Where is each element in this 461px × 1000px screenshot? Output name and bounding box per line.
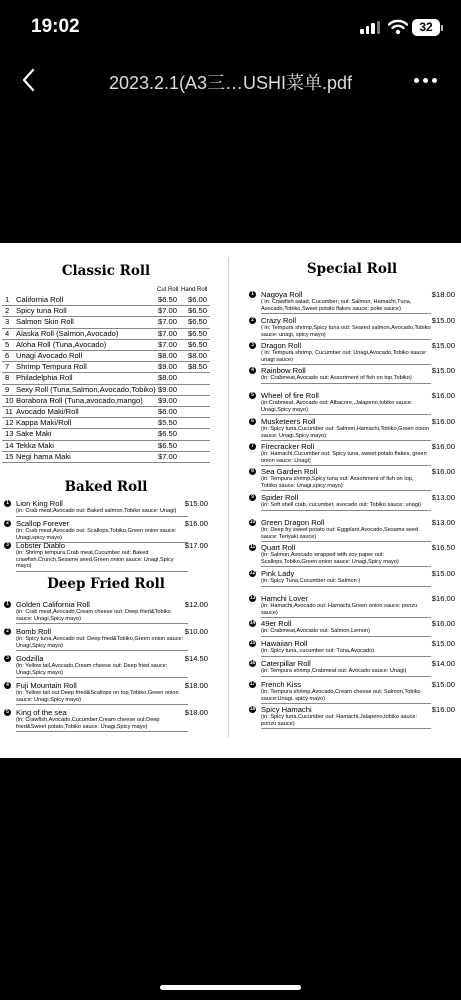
cut-roll-price: $9.00 bbox=[158, 395, 178, 405]
menu-row bbox=[2, 429, 210, 440]
cut-roll-price: $9.00 bbox=[158, 362, 178, 372]
item-description: (in: Crawfish,Avocado,Cucumber,Cream cheese out:Deep fried&Sweet potato,Tobiko sauce: Unagi,Spicy mayo) bbox=[16, 717, 188, 732]
item-number-badge: 4 bbox=[4, 682, 11, 689]
item-name: Sea Garden Roll bbox=[261, 467, 318, 476]
item-name: Spicy tuna Roll bbox=[16, 306, 67, 316]
menu-row bbox=[2, 407, 210, 418]
item-description: ( in: Tempura shrimp,Spicy tuna out: Seared salmon,Avocado,Tobiko sauce: unagi, spicy mayo) bbox=[261, 325, 431, 340]
item-price: $16.00 bbox=[431, 417, 455, 426]
menu-row bbox=[2, 329, 210, 340]
item-description: (in: Salmon,Avocado wrapped with soy paper out: Scallops,Tobiko,Green onion sauce: Unagi,Spicy mayo) bbox=[261, 552, 431, 567]
item-number-badge: 13 bbox=[249, 595, 256, 601]
item-description: (in: Hamachi,Avocado out: Hamachi,Green onion sauce: ponzu sauce) bbox=[261, 603, 431, 618]
item-name: Scallop Forever bbox=[16, 519, 70, 528]
menu-row bbox=[2, 317, 210, 328]
item-number: 7 bbox=[5, 362, 10, 372]
item-price: $15.00 bbox=[431, 341, 455, 350]
item-name: Shrimp Tempura Roll bbox=[16, 362, 87, 372]
item-name: Dragon Roll bbox=[261, 341, 302, 350]
pdf-page[interactable] bbox=[0, 243, 461, 758]
item-description: (in: Spicy tuna,Avocado out: Deep fried&Tobiko,Green onion sauce: Unagi,Spicy mayo) bbox=[16, 636, 188, 651]
item-name: Spider Roll bbox=[261, 493, 299, 502]
item-number: 15 bbox=[5, 451, 14, 461]
item-number: 5 bbox=[5, 339, 10, 349]
cut-roll-price: $6.50 bbox=[158, 295, 178, 304]
item-number-badge: 1 bbox=[4, 601, 11, 608]
item-number: 13 bbox=[5, 429, 14, 439]
item-number: 8 bbox=[5, 373, 10, 383]
battery-cap bbox=[441, 25, 443, 31]
item-number-badge: 10 bbox=[249, 519, 256, 525]
item-number-badge: 2 bbox=[249, 317, 256, 324]
battery-icon: 32 bbox=[412, 19, 440, 36]
item-price: $15.00 bbox=[431, 569, 455, 578]
item-name: 49er Roll bbox=[261, 619, 292, 628]
item-name: Spicy Hamachi bbox=[261, 705, 312, 714]
cut-roll-price: $6.50 bbox=[158, 440, 178, 450]
item-price: $12.00 bbox=[184, 600, 208, 609]
item-description: (in: Spicy tuna, cucumber out: Tuna,Avocado) bbox=[261, 648, 431, 657]
column-divider bbox=[228, 257, 229, 737]
item-name: French Kiss bbox=[261, 680, 302, 689]
item-name: Nagoya Roll bbox=[261, 290, 303, 299]
hand-roll-header: Hand Roll bbox=[181, 287, 208, 293]
item-number-badge: 11 bbox=[249, 544, 256, 550]
item-name: Aloha Roll (Tuna,Avocado) bbox=[16, 339, 107, 349]
item-number-badge: 14 bbox=[249, 620, 256, 626]
item-price: $13.00 bbox=[431, 518, 455, 527]
item-name: Fuji Mountain Roll bbox=[16, 681, 77, 690]
item-name: Pink Lady bbox=[261, 569, 295, 578]
item-number: 11 bbox=[5, 407, 13, 416]
item-number-badge: 2 bbox=[4, 628, 11, 635]
item-price: $17.00 bbox=[184, 541, 208, 550]
item-number: 1 bbox=[5, 295, 10, 304]
item-name: Golden California Roll bbox=[16, 600, 90, 609]
item-name: California Roll bbox=[16, 295, 64, 304]
item-name: Unagi Avocado Roll bbox=[16, 351, 83, 360]
item-number-badge: 7 bbox=[249, 443, 256, 450]
item-name: Hawaiian Roll bbox=[261, 639, 308, 648]
item-name: Negi hama Maki bbox=[16, 451, 71, 461]
item-number-badge: 3 bbox=[4, 655, 11, 662]
item-number-badge: 15 bbox=[249, 640, 256, 646]
cellular-signal-icon bbox=[360, 21, 380, 34]
item-price: $15.00 bbox=[431, 316, 455, 325]
item-price: $16.00 bbox=[431, 594, 455, 603]
item-name: Firecracker Roll bbox=[261, 442, 315, 451]
item-name: Wheel of fire Roll bbox=[261, 391, 319, 400]
item-number: 10 bbox=[5, 395, 14, 405]
clock: 19:02 bbox=[31, 16, 80, 37]
item-number: 12 bbox=[5, 418, 14, 428]
document-title: 2023.2.1(A3三…USHI菜单.pdf bbox=[108, 73, 353, 93]
item-description: (in: Spicy Tuna,Cucumber out: Salmon ) bbox=[261, 578, 431, 587]
item-name: Borabora Roll (Tuna,avocado,mango) bbox=[16, 395, 143, 405]
baked-roll-title: Baked Roll bbox=[64, 479, 148, 495]
menu-row bbox=[2, 396, 210, 407]
item-name: Green Dragon Roll bbox=[261, 518, 325, 527]
cut-roll-price: $7.00 bbox=[158, 339, 178, 349]
item-name: Kappa Maki/Roll bbox=[16, 418, 72, 428]
item-price: $15.00 bbox=[431, 680, 455, 689]
item-name: Rainbow Roll bbox=[261, 366, 306, 375]
menu-row bbox=[2, 362, 210, 373]
menu-row bbox=[2, 452, 210, 463]
item-number-badge: 16 bbox=[249, 660, 256, 666]
item-number-badge: 12 bbox=[249, 570, 256, 576]
menu-row bbox=[2, 441, 210, 452]
item-price: $18.00 bbox=[184, 708, 208, 717]
item-description: (in: Spicy tuna,Cucumber out: Salmon,Hamachi,Tobiko,Green onion sauce: Unagi,Spicy mayo) bbox=[261, 426, 431, 441]
item-description: (in: Tempura shrimp,Crabmeat out: Avocado sauce: Unagi) bbox=[261, 668, 431, 677]
item-price: $14.00 bbox=[431, 659, 455, 668]
item-name: Caterpillar Roll bbox=[261, 659, 311, 668]
item-price: $15.00 bbox=[184, 499, 208, 508]
menu-row bbox=[2, 306, 210, 317]
cut-roll-price: $7.00 bbox=[158, 451, 178, 461]
item-description: (in: Hamachi,Cucumber out: Spicy tuna, sweet potato flakes, green onion sauce: Unagi) bbox=[261, 451, 431, 466]
item-name: Salmon Skin Roll bbox=[16, 317, 74, 327]
item-number-badge: 2 bbox=[4, 520, 11, 527]
item-number-badge: 4 bbox=[249, 367, 256, 374]
item-description: (in: Crab meat,Avocado out: Scallops,Tobiko,Green onion sauce: Unagi,spicy mayo) bbox=[16, 528, 188, 543]
cut-roll-price: $8.00 bbox=[158, 373, 178, 383]
item-price: $15.00 bbox=[431, 639, 455, 648]
item-number: 14 bbox=[5, 440, 14, 450]
hand-roll-price: $6.50 bbox=[188, 306, 208, 316]
item-number-badge: 1 bbox=[4, 500, 11, 507]
hand-roll-price: $6.50 bbox=[188, 339, 208, 349]
hand-roll-price: $8.50 bbox=[188, 362, 208, 372]
item-number-badge: 18 bbox=[249, 706, 256, 712]
hand-roll-price: $6.00 bbox=[188, 295, 208, 304]
item-name: Avocado Maki/Roll bbox=[16, 407, 79, 416]
item-number: 6 bbox=[5, 351, 10, 360]
item-price: $10.00 bbox=[184, 627, 208, 636]
item-number: 4 bbox=[5, 328, 10, 338]
cut-roll-price: $7.00 bbox=[158, 317, 178, 327]
item-description: (in: Crab meat,Avocado,Cream cheese out: Deep fried&Tobiko sauce: Unagi,Spicy mayo) bbox=[16, 609, 188, 624]
item-number-badge: 5 bbox=[4, 709, 11, 716]
item-number-badge: 17 bbox=[249, 681, 256, 687]
item-name: King of the sea bbox=[16, 708, 67, 717]
item-name: Alaska Roll (Salmon,Avocado) bbox=[16, 328, 119, 338]
item-price: $16.00 bbox=[431, 619, 455, 628]
item-description: (in: Spicy tuna,Cucumber out: Hamachi,Jalapeno,tobiko sauce: ponzu sauce) bbox=[261, 714, 431, 729]
cut-roll-price: $8.00 bbox=[158, 351, 178, 360]
item-price: $16.00 bbox=[431, 442, 455, 451]
menu-row bbox=[2, 373, 210, 384]
item-price: $13.00 bbox=[431, 493, 455, 502]
hand-roll-price: $6.50 bbox=[188, 328, 208, 338]
item-name: Lobster Diablo bbox=[16, 541, 65, 550]
item-description: (in: Tempura shrimp,Avocado,Cream cheese out: Salmon,Tobiko sauce:Unagi, spicy mayo) bbox=[261, 689, 431, 704]
item-price: $16.00 bbox=[184, 519, 208, 528]
item-description: (in: Crabmeat,Avocado out: Assortment of fish on top,Tobiko) bbox=[261, 375, 431, 384]
hand-roll-price: $6.50 bbox=[188, 317, 208, 327]
item-name: Philadelphia Roll bbox=[16, 373, 73, 383]
cut-roll-header: Cut Roll bbox=[157, 287, 179, 293]
hand-roll-price: $8.00 bbox=[188, 351, 208, 360]
item-name: Musketeers Roll bbox=[261, 417, 316, 426]
item-number-badge: 6 bbox=[249, 418, 256, 425]
item-number-badge: 3 bbox=[249, 342, 256, 349]
item-description: (in: Yellow tail,Avocado,Cream cheese out: Deep fried sauce: Unagi,Spicy mayo) bbox=[16, 663, 188, 678]
special-roll-title: Special Roll bbox=[306, 261, 398, 277]
item-description: (in: Deep fry sweet potato out: Eggplant,Avocado,Sesame seed sauce: Teriyaki sauce) bbox=[261, 527, 431, 542]
item-description: (in: Crabmeat,Avocado out: Salmon,Lemon) bbox=[261, 628, 431, 637]
wifi-icon bbox=[388, 19, 408, 40]
item-price: $16.00 bbox=[431, 391, 455, 400]
item-description: (in: Shrimp tempura,Crab meat,Cucumber out: Baked crawfish,Crunch,Sesame seed,Green onion sauce: Unagi,Spicy mayo) bbox=[16, 550, 188, 572]
item-price: $15.00 bbox=[431, 366, 455, 375]
classic-roll-title: Classic Roll bbox=[61, 263, 151, 279]
item-number-badge: 9 bbox=[249, 494, 256, 501]
menu-row bbox=[2, 295, 210, 306]
item-description: (in: Yellow tail out:Deep fried&Scallops on top,Tobiko,Green onion sauce: Unagi,Spicy mayo) bbox=[16, 690, 188, 705]
item-number-badge: 1 bbox=[249, 291, 256, 298]
item-description: ( in: Crawfish salad, Cucumber; out: Salmon, Hamachi,Tuna, Avocado,Tobiko,Sweet potato flakes sauce: poke sauce) bbox=[261, 299, 431, 314]
cut-roll-price: $6.00 bbox=[158, 407, 178, 416]
item-name: Quart Roll bbox=[261, 543, 296, 552]
item-name: Crazy Roll bbox=[261, 316, 297, 325]
status-bar bbox=[0, 0, 461, 56]
item-name: Tekka Maki bbox=[16, 440, 54, 450]
item-price: $16.00 bbox=[431, 705, 455, 714]
item-price: $16.00 bbox=[431, 467, 455, 476]
item-description: (in: Soft shell crab, cucumber, avocado out: Tobiko sauce: unagi) bbox=[261, 502, 431, 511]
item-name: Hamchi Lover bbox=[261, 594, 308, 603]
item-number-badge: 8 bbox=[249, 468, 256, 475]
item-description: ( in: Tempura shrimp, Cucumber out: Unagi,Avocado,Tobiko sauce: unagi sauce) bbox=[261, 350, 431, 365]
item-price: $14.50 bbox=[184, 654, 208, 663]
menu-row bbox=[2, 340, 210, 351]
item-description: (in:Crabmeat, Avocado out: Albacore,,Jalapeno,tobiko sauce: Unagi,Spicy mayo) bbox=[261, 400, 431, 415]
home-indicator[interactable] bbox=[160, 985, 301, 990]
item-name: Bomb Roll bbox=[16, 627, 52, 636]
item-price: $18.00 bbox=[184, 681, 208, 690]
item-price: $18.00 bbox=[431, 290, 455, 299]
item-description: (in: Tempura shrimp,Spicy tuna out: Assortment of fish on top, Tobiko sauce: Unagi,spicy mayo) bbox=[261, 476, 431, 491]
item-name: Lion King Roll bbox=[16, 499, 63, 508]
item-number-badge: 5 bbox=[249, 392, 256, 399]
cut-roll-price: $7.00 bbox=[158, 306, 178, 316]
cut-roll-price: $5.50 bbox=[158, 418, 178, 428]
menu-row bbox=[2, 418, 210, 429]
item-price: $16.50 bbox=[431, 543, 455, 552]
item-name: Godzilla bbox=[16, 654, 44, 663]
deep-fried-roll-title: Deep Fried Roll bbox=[47, 576, 165, 592]
menu-row bbox=[2, 351, 210, 362]
more-options-icon[interactable] bbox=[414, 78, 437, 83]
item-name: Sake Maki bbox=[16, 429, 52, 439]
item-description: (in: Crab meat,Avocado out: Baked salmon,Tobiko sauce: Unagi) bbox=[16, 508, 188, 517]
item-number: 9 bbox=[5, 384, 10, 394]
cut-roll-price: $7.00 bbox=[158, 328, 178, 338]
navigation-bar bbox=[0, 56, 461, 108]
item-number-badge: 3 bbox=[4, 542, 11, 549]
menu-row bbox=[2, 385, 210, 396]
item-number: 3 bbox=[5, 317, 10, 327]
item-name: Sexy Roll (Tuna,Salmon,Avocado,Tobiko) bbox=[16, 384, 156, 394]
cut-roll-price: $6.50 bbox=[158, 429, 178, 439]
cut-roll-price: $9.00 bbox=[158, 384, 178, 394]
item-number: 2 bbox=[5, 306, 10, 316]
